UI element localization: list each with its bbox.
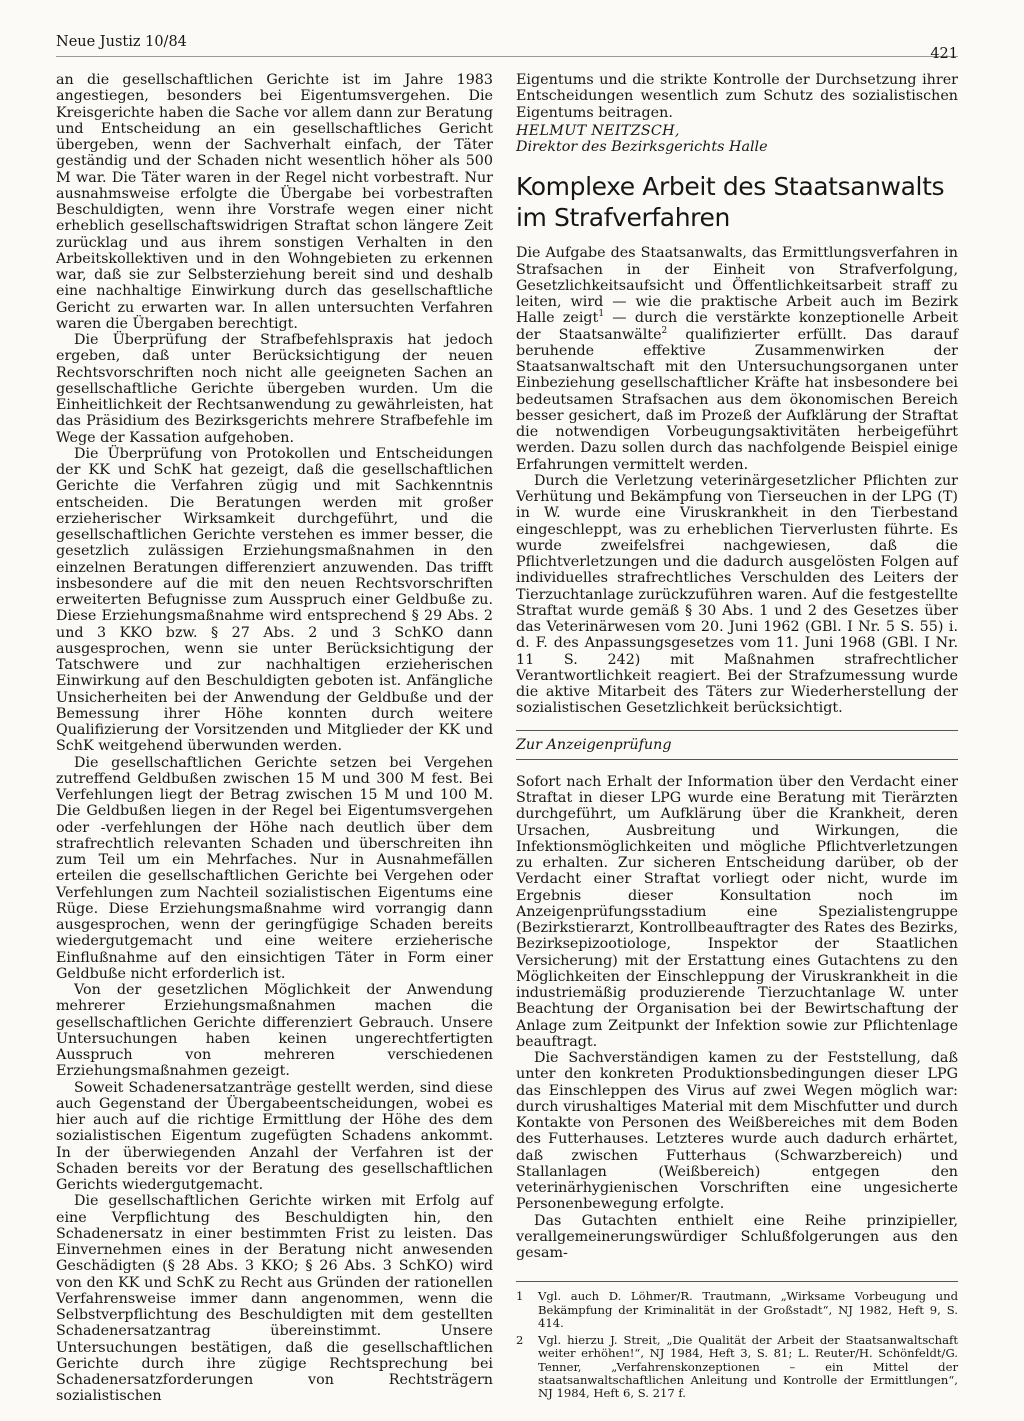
page-header (56, 34, 958, 62)
page-number: 421 (930, 46, 958, 62)
section-subheading: Zur Anzeigenprüfung (516, 736, 672, 753)
continuation-paragraph: Eigentums und die strikte Kontrolle der Durchsetzung ihrer Entscheidungen wesentlich zum Schutz des sozialistischen Eigentums beitragen. (516, 72, 958, 121)
paragraph: Die gesellschaftlichen Gerichte setzen bei Vergehen zutreffend Geldbußen zwischen 15 M und 300 M fest. Bei Verfehlungen liegt der Betrag zwischen 15 M und 100 M. Die Geldbußen liegen in der Regel bei Eigentumsvergehen oder -verfehlungen der Höhe nach deutlich über dem strafrechtlich relevanten Schaden und überschreiten ihn zum Teil um ein Mehrfaches. Nur in Ausnahmefällen erteilen die gesellschaftlichen Gerichte bei Vergehen oder Verfehlungen zum Nachteil sozialistischen Eigentums eine Rüge. Diese Erziehungsmaßnahme wird vorrangig dann ausgesprochen, wenn der geringfügige Schaden bereits wiedergutgemacht und eine weitere erzieherische Einflußnahme auf den einsichtigen Täter in Form einer Geldbuße nicht erforderlich ist. (56, 754, 493, 982)
right-column (516, 72, 958, 1405)
divider (516, 759, 958, 760)
paragraph: Soweit Schadenersatzanträge gestellt werden, sind diese auch Gegenstand der Übergabeentscheidungen, wobei es hier auch auf die richtige Ermittlung der Höhe des dem sozialistischen Eigentum zugefügten Schadens ankommt. In der überwiegenden Anzahl der Verfahren ist der Schaden bereits vor der Beratung des gesellschaftlichen Gerichts wiedergutgemacht. (56, 1079, 493, 1193)
divider (516, 730, 958, 731)
article-paragraph-1 (516, 245, 958, 473)
footnote-text: Vgl. auch D. Löhmer/R. Trautmann, „Wirksame Vorbeugung und Bekämpfung der Kriminalität in der Großstadt“, NJ 1982, Heft 9, S. 414. (538, 1289, 958, 1330)
paragraph: Die Überprüfung von Protokollen und Entscheidungen der KK und SchK hat gezeigt, daß die gesellschaftlichen Gerichte die Verfahren zügig und mit Sachkenntnis entscheiden. Die Beratungen werden mit großer erzieherischer Wirksamkeit durchgeführt, und die gesellschaftlichen Gerichte verstehen es immer besser, die gesetzlich zulässigen Erziehungsmaßnahmen in den einzelnen Beratungen differenziert anzuwenden. Das trifft insbesondere auf die mit den neuen Rechtsvorschriften erweiterten Befugnisse zum Ausspruch einer Geldbuße zu. Diese Erziehungsmaßnahme wird entsprechend § 29 Abs. 2 und 3 KKO bzw. § 27 Abs. 2 und 3 SchKO dann ausgesprochen, wenn sie unter Berücksichtigung der Tatschwere und zur nachhaltigen erzieherischen Einwirkung auf den Beschuldigten geboten ist. Anfängliche Unsicherheiten bei der Anwendung der Geldbuße und der Bemessung ihrer Höhe konnten durch weitere Qualifizierung der Vorsitzenden und Mitglieder der KK und SchK weitgehend überwunden werden. (56, 445, 493, 755)
paragraph: Das Gutachten enthielt eine Reihe prinzipieller, verallgemeinerungswürdiger Schlußfolgerungen aus den gesam- (516, 1212, 958, 1261)
paragraph: Die Sachverständigen kamen zu der Feststellung, daß unter den konkreten Produktionsbedingungen dieser LPG das Einschleppen des Virus auf zwei Wegen möglich war: durch virushaltiges Material mit dem Mischfutter und durch Kontakte von Personen des Weißbereiches mit dem Boden des Futterhauses. Letzteres wurde auch dadurch erhärtet, daß zwischen Futterhaus (Schwarzbereich) und Stallanlagen (Weißbereich) entgegen den veterinärhygienischen Vorschriften eine ungesicherte Personenbewegung erfolgte. (516, 1050, 958, 1213)
paragraph: Die gesellschaftlichen Gerichte wirken mit Erfolg auf eine Verpflichtung des Beschuldigten hin, den Schadenersatz in einer bestimmten Frist zu leisten. Das Einvernehmen eines in der Beratung nicht anwesenden Geschädigten (§ 28 Abs. 3 KKO; § 26 Abs. 3 SchKO) wird von den KK und SchK zu Recht aus Gründen der rationellen Verfahrensweise immer dann angenommen, wenn die Selbstverpflichtung des Beschuldigten mit dem gestellten Schadenersatzantrag übereinstimmt. Unsere Untersuchungen bestätigen, daß die gesellschaftlichen Gerichte durch ihre zügige Rechtsprechung bei Schadenersatzforderungen von Rechtsträgern sozialistischen (56, 1193, 493, 1405)
paragraph: Von der gesetzlichen Möglichkeit der Anwendung mehrerer Erziehungsmaßnahmen machen die gesellschaftlichen Gerichte differenziert Gebrauch. Unsere Untersuchungen haben keinen ungerechtfertigten Ausspruch von mehreren verschiedenen Erziehungsmaßnahmen gezeigt. (56, 982, 493, 1080)
article-paragraph-2: Durch die Verletzung veterinärgesetzlicher Pflichten zur Verhütung und Bekämpfung von Tierseuchen in der LPG (T) in W. wurde eine Viruskrankheit in den Tierbestand eingeschleppt, was zu erheblichen Tierverlusten führte. Es wurde zweifelsfrei nachgewiesen, daß die Pflichtverletzungen und die dadurch ausgelösten Folgen auf individuelles strafrechtliches Verschulden des Leiters der Tierzuchtanlage zurückzuführen waren. Auf die festgestellte Straftat wurde gemäß § 30 Abs. 1 und 2 des Gesetzes über das Veterinärwesen vom 20. Juni 1962 (GBl. I Nr. 5 S. 55) i. d. F. des Anpassungsgesetzes vom 11. Juni 1968 (GBl. I Nr. 11 S. 242) mit Maßnahmen strafrechtlicher Verantwortlichkeit reagiert. Bei der Strafzumessung wurde die aktive Mitarbeit des Täters zur Wiederherstellung der sozialistischen Gesetzlichkeit berücksichtigt. (516, 472, 958, 717)
footnote-ref-2: 2 (661, 325, 668, 336)
article-title: Komplexe Arbeit des Staatsanwalts im Strafverfahren (516, 172, 945, 233)
paragraph: Die Überprüfung der Strafbefehlspraxis hat jedoch ergeben, daß unter Berücksichtigung der neuen Rechtsvorschriften noch nicht alle geeigneten Sachen an gesellschaftliche Gerichte übergeben wurden. Um die Einheitlichkeit der Rechtsanwendung zu gewährleisten, hat das Präsidium des Bezirksgerichts mehrere Strafbefehle im Wege der Kassation aufgehoben. (56, 332, 493, 446)
journal-issue: Neue Justiz 10/84 (56, 34, 187, 50)
footnote-ref-1: 1 (598, 309, 605, 320)
footnote-text: Vgl. hierzu J. Streit, „Die Qualität der Arbeit der Staatsanwaltschaft weiter erhöhen!“, NJ 1984, Heft 3, S. 81; L. Reuter/H. Schönfeldt/G. Tenner, „Verfahrenskonzeptionen – ein Mittel der staatsanwaltschaftlichen Anleitung und Kontrolle der Ermittlungen“, NJ 1984, Heft 6, S. 217 f. (538, 1333, 958, 1401)
footnote (516, 1334, 958, 1400)
author-title: Direktor des Bezirksgerichts Halle (516, 139, 768, 155)
author-signature (516, 123, 958, 156)
footnote-number: 2 (516, 1333, 524, 1348)
left-column (56, 72, 493, 1405)
footnote-number: 1 (516, 1289, 524, 1304)
footnote (516, 1290, 958, 1330)
footnotes (516, 1281, 958, 1400)
paragraph: Sofort nach Erhalt der Information über den Verdacht einer Straftat in dieser LPG wurde eine Beratung mit Tierärzten durchgeführt, um Aufklärung über die Krankheit, deren Ursachen, Ausbreitung und Wirkungen, die Infektionsmöglichkeiten und mögliche Pflichtverletzungen zu erhalten. Zur sicheren Entscheidung darüber, ob der Verdacht einer Straftat vorliegt oder nicht, wurde im Ergebnis dieser Konsultation noch im Anzeigenprüfungsstadium eine Spezialistengruppe (Bezirkstierarzt, Kontrollbeauftragter des Rates des Bezirks, Bezirksepizootiologe, Inspektor der Staatlichen Versicherung) mit der Erstattung eines Gutachtens zu den Möglichkeiten der Einschleppung der Viruskrankheit in die industriemäßig produzierende Tierzuchtanlage W. unter Beachtung der Organisation bei der Bewirtschaftung der Anlage zum Zeitpunkt der Infektion sowie zur Pflichtenlage beauftragt. (516, 773, 958, 1050)
text-span: qualifizierter erfüllt. Das darauf beruhende effektive Zusammenwirken der Staatsanwaltschaft mit den Untersuchungsorganen unter Einbeziehung gesellschaftlicher Kräfte hat insbesondere bei bedeutsamen Strafsachen aus dem ökonomischen Bereich besser gesichert, daß im Prozeß der Aufklärung der Straftat die notwendigen Vorbeugungsaktivitäten herbeigeführt werden. Dazu sollen durch das nachfolgende Beispiel einige Erfahrungen vermittelt werden. (516, 326, 958, 473)
author-name: HELMUT NEITZSCH, (516, 122, 680, 139)
text-span: — durch die verstärkte konzeptionelle Arbeit der Staatsanwälte (516, 310, 958, 343)
paragraph: an die gesellschaftlichen Gerichte ist im Jahre 1983 angestiegen, besonders bei Eigentumsvergehen. Die Kreisgerichte haben die Sache vor allem dann zur Beratung und Entscheidung an ein gesellschaftliches Gericht übergeben, wenn der Sachverhalt einfach, der Täter geständig und der Schaden nicht wesentlich höher als 500 M war. Die Täter waren in der Regel nicht vorbestraft. Nur ausnahmsweise erfolgte die Übergabe bei vorbestraften Beschuldigten, wenn ihre Vorstrafe wegen einer nicht erheblich gesellschaftswidrigen Straftat schon längere Zeit zurücklag und aus ihrem sonstigen Verhalten in den Arbeitskollektiven und in den Wohngebieten zu erkennen war, daß sie zur Selbsterziehung bereit sind und deshalb eine nachhaltige Einwirkung durch das gesellschaftliche Gericht zu erwarten war. In allen untersuchten Verfahren waren die Übergaben berechtigt. (56, 72, 493, 332)
text-span: Die Aufgabe des Staatsanwalts, das Ermittlungsverfahren in Strafsachen in der Einheit von Strafverfolgung, Gesetzlichkeitsaufsicht und Öffentlichkeitsarbeit straff zu leiten, wird — wie die praktische Arbeit auch im Bezirk Halle zeigt (516, 245, 958, 327)
